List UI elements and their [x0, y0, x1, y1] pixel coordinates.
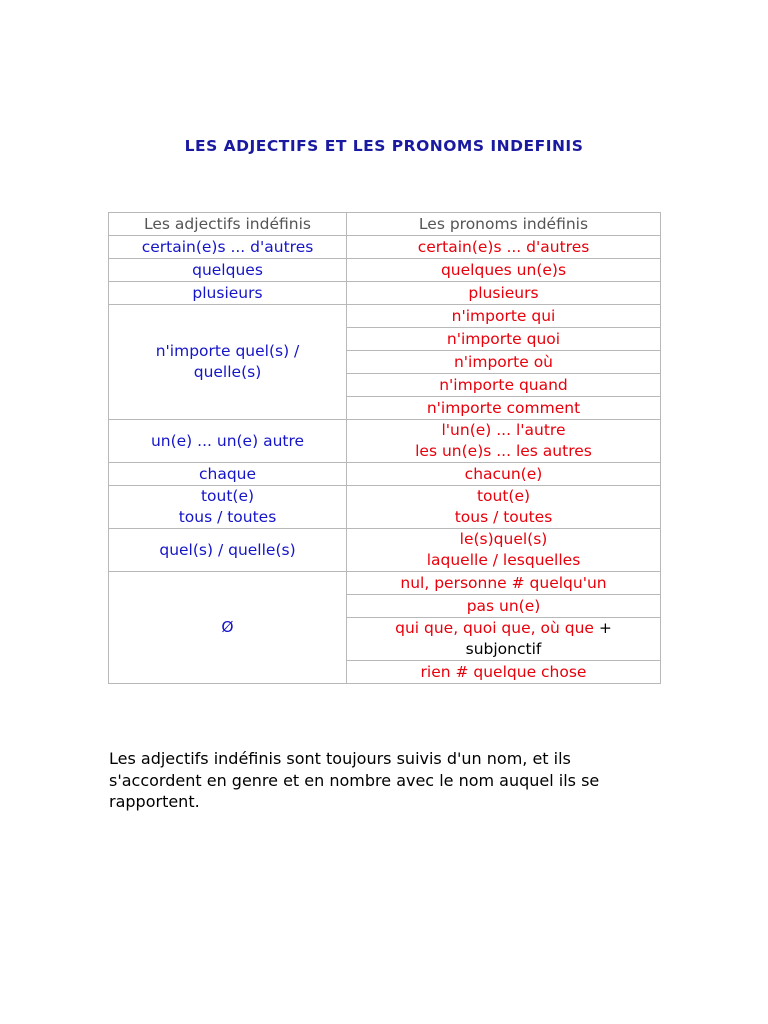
adjective-cell: un(e) ... un(e) autre — [109, 420, 347, 463]
pronoun-line: les un(e)s ... les autres — [415, 442, 592, 460]
adjective-cell: quelques — [109, 259, 347, 282]
pronoun-cell: nul, personne # quelqu'un — [347, 572, 661, 595]
explanation-paragraph: Les adjectifs indéfinis sont toujours suivis d'un nom, et ils s'accordent en genre et en nombre avec le nom auquel ils se rapportent. — [109, 749, 600, 811]
table-row — [109, 282, 661, 305]
adjective-line: n'importe quel(s) / — [155, 342, 300, 360]
pronoun-cell: certain(e)s ... d'autres — [347, 236, 661, 259]
pronoun-cell: n'importe quand — [347, 374, 661, 397]
header-pronoms: Les pronoms indéfinis — [347, 213, 661, 236]
adjective-line: quelle(s) — [193, 363, 262, 381]
pronoun-text: qui que, quoi que, où que — [395, 619, 594, 637]
adjective-line: tout(e) — [200, 487, 255, 505]
table-row — [109, 420, 661, 463]
adjective-cell: quel(s) / quelle(s) — [109, 529, 347, 572]
table-row — [109, 259, 661, 282]
table-row — [109, 463, 661, 486]
pronoun-cell — [347, 618, 661, 661]
pronoun-line: tous / toutes — [454, 508, 553, 526]
table-row — [109, 572, 661, 595]
pronoun-cell — [347, 486, 661, 529]
pronoun-cell: plusieurs — [347, 282, 661, 305]
adjective-cell — [109, 486, 347, 529]
pronoun-cell: pas un(e) — [347, 595, 661, 618]
table-row — [109, 529, 661, 572]
table-header-row — [109, 213, 661, 236]
pronoun-line: tout(e) — [476, 487, 531, 505]
pronoun-cell: n'importe qui — [347, 305, 661, 328]
pronoun-cell: rien # quelque chose — [347, 661, 661, 684]
table-row — [109, 305, 661, 328]
pronoun-cell — [347, 529, 661, 572]
pronoun-cell: n'importe où — [347, 351, 661, 374]
pronoun-line: le(s)quel(s) — [459, 530, 548, 548]
adjective-line: tous / toutes — [178, 508, 277, 526]
indefinites-table — [108, 212, 661, 684]
table-row — [109, 486, 661, 529]
adjective-cell — [109, 305, 347, 420]
pronoun-cell: n'importe comment — [347, 397, 661, 420]
adjective-cell: Ø — [109, 572, 347, 684]
table-row — [109, 236, 661, 259]
header-adjectifs: Les adjectifs indéfinis — [109, 213, 347, 236]
pronoun-cell: quelques un(e)s — [347, 259, 661, 282]
pronoun-line: l'un(e) ... l'autre — [441, 421, 566, 439]
adjective-cell: plusieurs — [109, 282, 347, 305]
pronoun-cell — [347, 420, 661, 463]
plus-sign: + — [598, 619, 612, 637]
pronoun-cell: chacun(e) — [347, 463, 661, 486]
adjective-cell: certain(e)s ... d'autres — [109, 236, 347, 259]
pronoun-cell: n'importe quoi — [347, 328, 661, 351]
pronoun-line: laquelle / lesquelles — [426, 551, 581, 569]
page-title: LES ADJECTIFS ET LES PRONOMS INDEFINIS — [184, 137, 584, 155]
adjective-cell: chaque — [109, 463, 347, 486]
subjonctif-text: subjonctif — [465, 640, 542, 658]
